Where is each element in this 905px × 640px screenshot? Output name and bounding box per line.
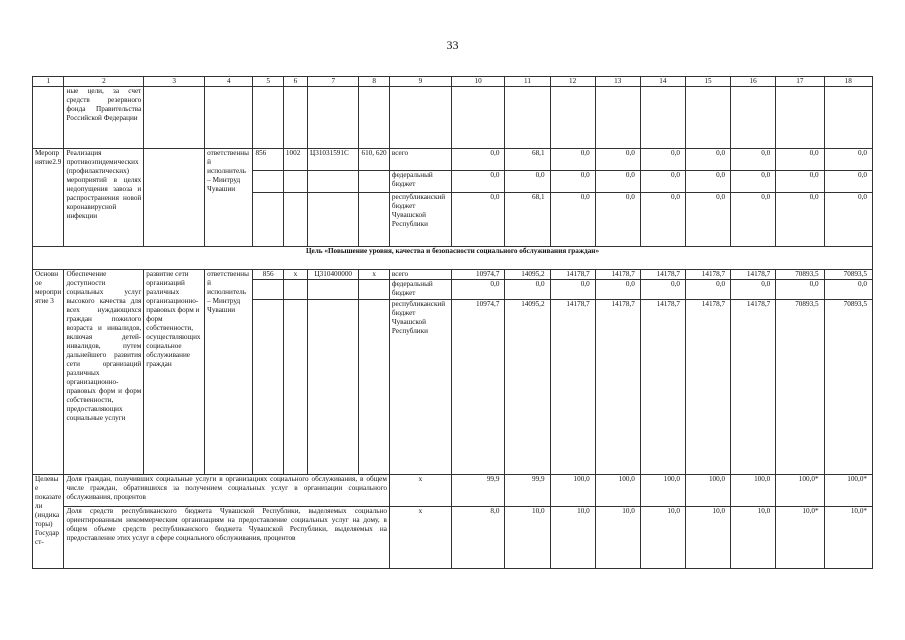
table-row: федеральный бюджет 0,0 0,0 0,0 0,0 0,0 0,0 0,0 0,0 0,0	[33, 280, 873, 300]
col-header: 6	[283, 77, 307, 87]
col-header: 7	[308, 77, 359, 87]
executor: ответственный исполнитель – Минтруд Чувашии	[205, 270, 253, 475]
table-row: республиканский бюджет Чувашской Республики 0,0 68,1 0,0 0,0 0,0 0,0 0,0 0,0 0,0	[33, 193, 873, 247]
table-row: федеральный бюджет 0,0 0,0 0,0 0,0 0,0 0,0 0,0 0,0 0,0	[33, 171, 873, 193]
funding-source: федеральный бюджет	[389, 280, 451, 300]
event-code: Основное мероприятие 3	[33, 270, 64, 475]
funding-source: всего	[389, 270, 451, 280]
targets-label: Целевые показатели (индикаторы) Государст-	[33, 475, 64, 569]
col-header: 9	[389, 77, 451, 87]
col-header: 8	[359, 77, 389, 87]
budget-table	[32, 76, 873, 569]
indicator-text: Доля средств республиканского бюджета Чувашской Республики, выделяемых социально ориентированным некоммерческим организациям на предоставление социальных услуг на дому, в общем объеме средств республиканского бюджета Чувашской Республики, выделяемых на предоставление этих услуг в сфере социального обслуживания, процентов	[64, 507, 389, 569]
col-header: 16	[731, 77, 776, 87]
funding-source: федеральный бюджет	[389, 171, 451, 193]
col-header: 2	[64, 77, 144, 87]
table-row: Мероприятие2.9 Реализация противоэпидемических (профилактических) мероприятий в целях недопущения завоза и распространения новой коронавирусной инфекции ответственный исполнитель – Минтруд Чувашии 856 1002 Ц31031591С 610, 620 всего 0,0 68,1 0,0 0,0 0,0 0,0 0,0 0,0 0,0	[33, 149, 873, 171]
table-row: республиканский бюджет Чувашской Республики 10974,7 14095,2 14178,7 14178,7 14178,7 14178,7 14178,7 70893,5 70893,5	[33, 300, 873, 475]
col-header: 14	[640, 77, 685, 87]
goal-title: Цель «Повышение уровня, качества и безопасности социального обслуживания граждан»	[33, 247, 873, 270]
table-row	[33, 87, 873, 149]
event-goal: развитие сети организаций различных организационно-правовых форм и форм собственности, осуществляющих социальное обслуживание граждан	[144, 270, 205, 475]
table-row: Доля средств республиканского бюджета Чувашской Республики, выделяемых социально ориентированным некоммерческим организациям на предоставление социальных услуг на дому, в общем объеме средств республиканского бюджета Чувашской Республики, выделяемых на предоставление этих услуг в сфере социального обслуживания, процентов х 8,0 10,0 10,0 10,0 10,0 10,0 10,0 10,0* 10,0*	[33, 507, 873, 569]
event-description: Обеспечение доступности социальных услуг высокого качества для всех нуждающихся граждан пожилого возраста и инвалидов, включая детей-инвалидов, путем дальнейшего развития сети организаций различных организационно-правовых форм и форм собственности, предоставляющих социальные услуги	[64, 270, 144, 475]
continued-description: ные цели, за счет средств резервного фонда Правительства Российской Федерации	[64, 87, 144, 149]
col-header: 11	[505, 77, 550, 87]
table-row: Основное мероприятие 3 Обеспечение доступности социальных услуг высокого качества для всех нуждающихся граждан пожилого возраста и инвалидов, включая детей-инвалидов, путем дальнейшего развития сети организаций различных организационно-правовых форм и форм собственности, предоставляющих социальные услуги развитие сети организаций различных организационно-правовых форм и форм собственности, осуществляющих социальное обслуживание граждан ответственный исполнитель – Минтруд Чувашии 856 х Ц310400000 х всего 10974,7 14095,2 14178,7 14178,7 14178,7 14178,7 14178,7 70893,5 70893,5	[33, 270, 873, 280]
event-code: Мероприятие2.9	[33, 149, 64, 247]
funding-source: республиканский бюджет Чувашской Республики	[389, 193, 451, 247]
goal-row	[33, 247, 873, 270]
header-row	[33, 77, 873, 87]
col-header: 12	[550, 77, 595, 87]
indicator-text: Доля граждан, получивших социальные услуги в организациях социального обслуживания, в общем числе граждан, обратившихся за получением социальных услуг в организации социального обслуживания, процентов	[64, 475, 389, 507]
col-header: 17	[776, 77, 824, 87]
col-header: 15	[685, 77, 730, 87]
executor: ответственный исполнитель – Минтруд Чувашии	[205, 149, 253, 247]
event-description: Реализация противоэпидемических (профилактических) мероприятий в целях недопущения завоза и распространения новой коронавирусной инфекции	[64, 149, 144, 247]
funding-source: республиканский бюджет Чувашской Республики	[389, 300, 451, 475]
col-header: 1	[33, 77, 64, 87]
col-header: 18	[824, 77, 872, 87]
col-header: 10	[451, 77, 505, 87]
page-number: 33	[446, 38, 459, 52]
funding-source: всего	[389, 149, 451, 171]
table-row: Целевые показатели (индикаторы) Государст- Доля граждан, получивших социальные услуги в организациях социального обслуживания, в общем числе граждан, обратившихся за получением социальных услуг в организации социального обслуживания, процентов х 99,9 99,9 100,0 100,0 100,0 100,0 100,0 100,0* 100,0*	[33, 475, 873, 507]
col-header: 5	[253, 77, 283, 87]
col-header: 13	[595, 77, 640, 87]
col-header: 3	[144, 77, 205, 87]
col-header: 4	[205, 77, 253, 87]
